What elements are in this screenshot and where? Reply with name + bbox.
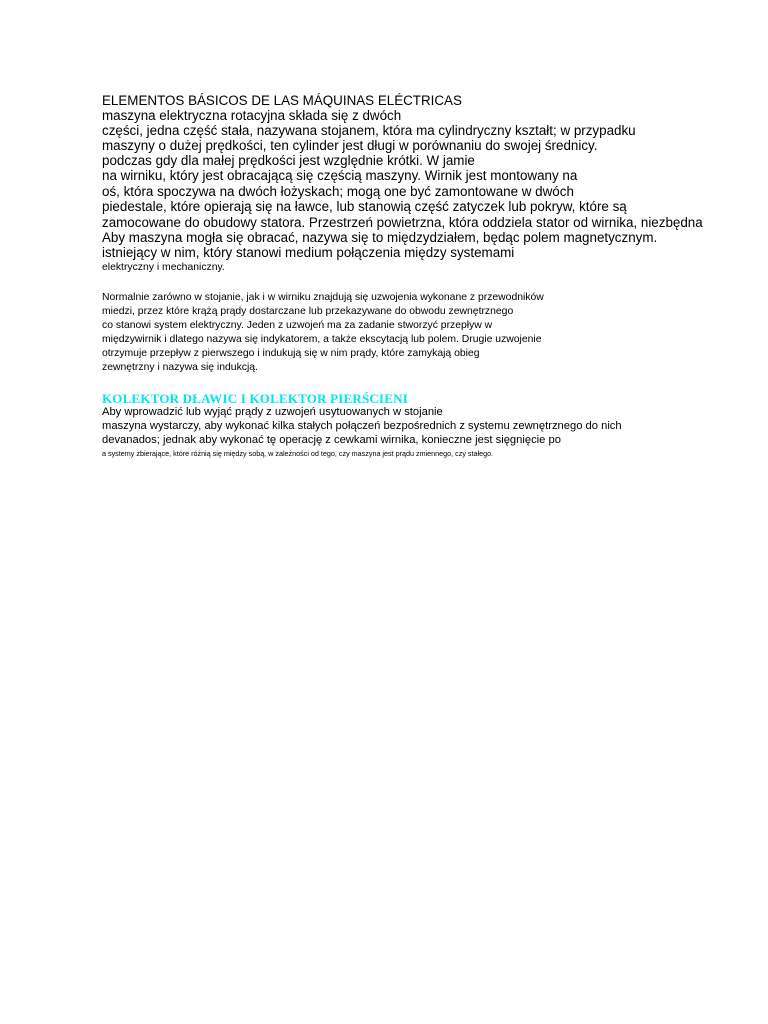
para2-line-5: otrzymuje przepływ z pierwszego i indukują się w nim prądy, które zamykają obieg: [102, 348, 480, 359]
para3-line-2: maszyna wystarczy, aby wykonać kilka stałych połączeń bezpośrednich z systemu zewnętrznego do nich: [102, 420, 622, 432]
para1-line-2: części, jedna część stała, nazywana stojanem, która ma cylindryczny kształt; w przypadku: [102, 123, 636, 138]
para1-line-1: maszyna elektryczna rotacyjna składa się z dwóch: [102, 108, 402, 123]
para1-line-6: oś, która spoczywa na dwóch łożyskach; mogą one być zamontowane w dwóch: [102, 184, 574, 199]
document-title: ELEMENTOS BÁSICOS DE LAS MÁQUINAS ELÉCTRICAS: [102, 93, 462, 108]
para2-line-1: Normalnie zarówno w stojanie, jak i w wirniku znajdują się uzwojenia wykonane z przewodników: [102, 292, 544, 303]
para2-line-2: miedzi, przez które krążą prądy dostarczane lub przekazywane do obwodu zewnętrznego: [102, 306, 514, 317]
para2-line-4: międzywirnik i dlatego nazywa się indykatorem, a także ekscytacją lub polem. Drugie uzwojenie: [102, 334, 542, 345]
para3-line-3: devanados; jednak aby wykonać tę operację z cewkami wirnika, konieczne jest sięgnięcie po: [102, 434, 561, 446]
para2-line-3: co stanowi system elektryczny. Jeden z uzwojeń ma za zadanie stworzyć przepływ w: [102, 320, 493, 331]
para1-line-9: Aby maszyna mogła się obracać, nazywa się to międzydziałem, będąc polem magnetycznym.: [102, 230, 658, 245]
section-heading: KOLEKTOR DŁAWIC I KOLEKTOR PIERŚCIENI: [102, 391, 408, 406]
para3-tail: a systemy zbierające, które różnią się między sobą, w zależności od tego, czy maszyna jest prądu zmiennego, czy stałego.: [102, 449, 494, 458]
para2-line-6: zewnętrzny i nazywa się indukcją.: [102, 362, 258, 373]
para1-line-3: maszyny o dużej prędkości, ten cylinder jest długi w porównaniu do swojej średnicy.: [102, 138, 598, 153]
para1-line-5: na wirniku, który jest obracającą się częścią maszyny. Wirnik jest montowany na: [102, 168, 578, 183]
para1-line-7: piedestale, które opierają się na ławce, lub stanowią część zatyczek lub pokryw, które są: [102, 199, 627, 214]
para1-line-8: zamocowane do obudowy statora. Przestrzeń powietrzna, która oddziela stator od wirnika, niezbędna: [102, 215, 703, 230]
para1-line-10: istniejący w nim, który stanowi medium połączenia między systemami: [102, 245, 515, 260]
para1-line-4: podczas gdy dla małej prędkości jest względnie krótki. W jamie: [102, 153, 475, 168]
para3-line-1: Aby wprowadzić lub wyjąć prądy z uzwojeń usytuowanych w stojanie: [102, 406, 443, 418]
para1-tail: elektryczny i mechaniczny.: [102, 262, 225, 273]
